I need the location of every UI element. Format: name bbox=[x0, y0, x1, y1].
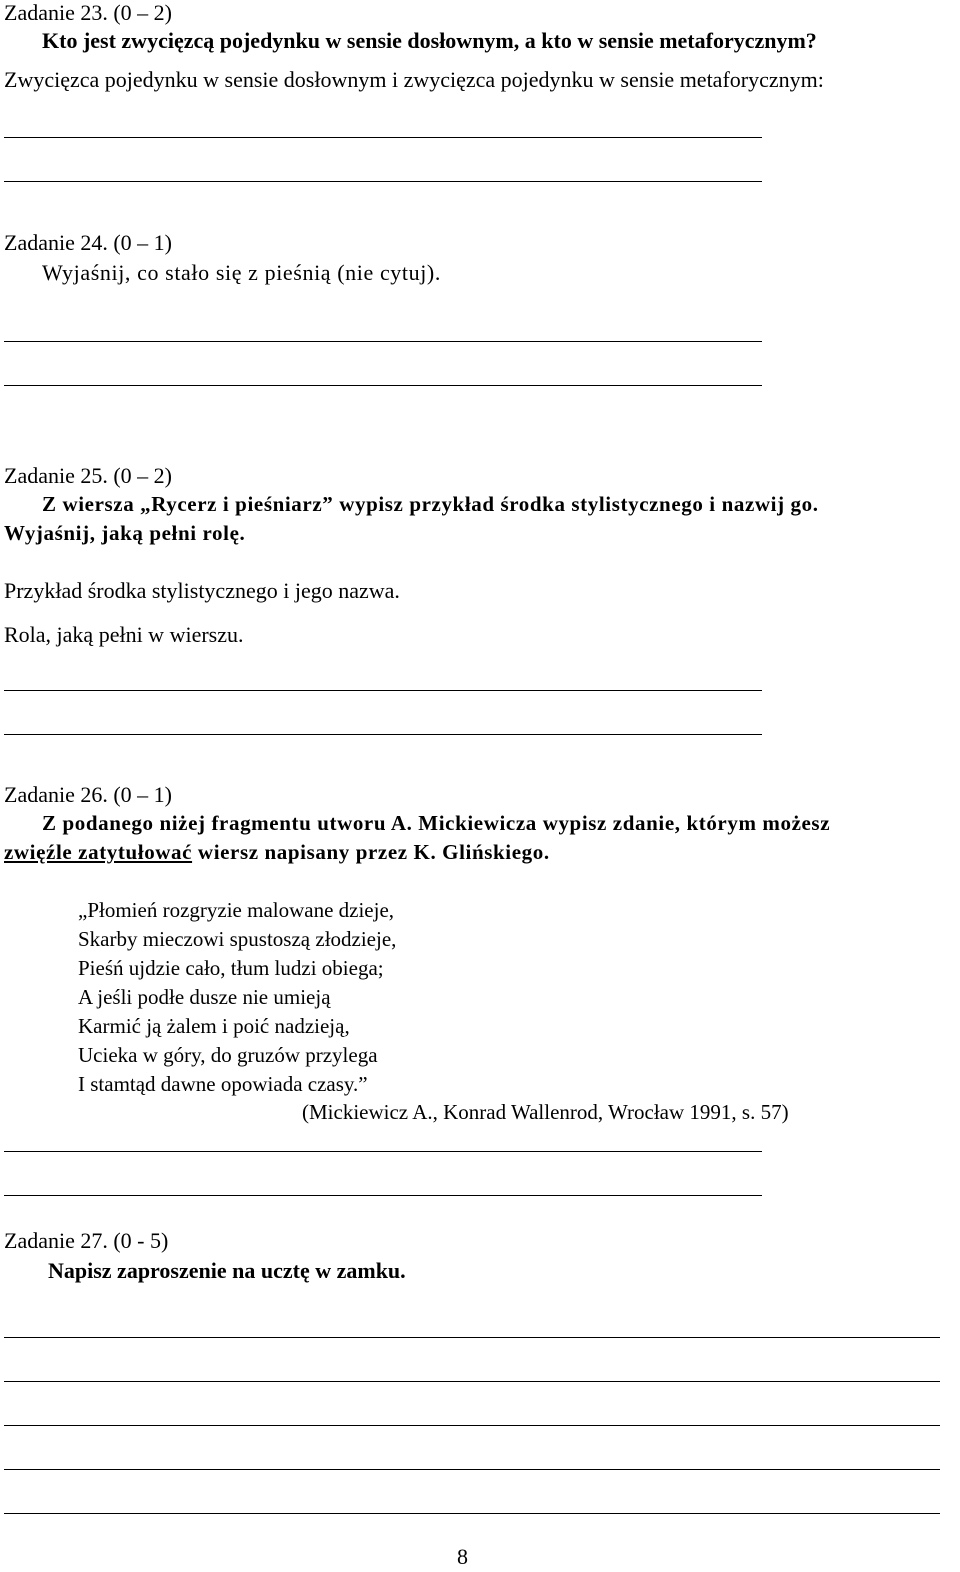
poem-line: „Płomień rozgryzie malowane dzieje, bbox=[78, 898, 395, 922]
task26-question-line1: Z podanego niżej fragmentu utworu A. Mickiewicza wypisz zdanie, którym możesz bbox=[42, 811, 831, 835]
task23-header: Zadanie 23. (0 – 2) bbox=[4, 0, 172, 25]
underlined-phrase: zwięźle zatytułować bbox=[4, 840, 193, 864]
task25-prompt2: Rola, jaką pełni w wierszu. bbox=[4, 622, 244, 647]
answer-line[interactable] bbox=[4, 1195, 762, 1196]
answer-line[interactable] bbox=[4, 385, 762, 386]
task27-header: Zadanie 27. (0 - 5) bbox=[4, 1228, 169, 1253]
task25-prompt1: Przykład środka stylistycznego i jego nazwa. bbox=[4, 578, 400, 603]
answer-line[interactable] bbox=[4, 341, 762, 342]
page-number: 8 bbox=[457, 1544, 468, 1569]
answer-line[interactable] bbox=[4, 1337, 940, 1338]
poem-line: Pieśń ujdzie cało, tłum ludzi obiega; bbox=[78, 956, 384, 980]
task26-header: Zadanie 26. (0 – 1) bbox=[4, 782, 172, 807]
task24-question: Wyjaśnij, co stało się z pieśnią (nie cytuj). bbox=[42, 260, 441, 285]
answer-line[interactable] bbox=[4, 137, 762, 138]
answer-line[interactable] bbox=[4, 1425, 940, 1426]
task25-header: Zadanie 25. (0 – 2) bbox=[4, 463, 172, 488]
poem-line: Ucieka w góry, do gruzów przylega bbox=[78, 1043, 378, 1067]
answer-line[interactable] bbox=[4, 734, 762, 735]
task24-header: Zadanie 24. (0 – 1) bbox=[4, 230, 172, 255]
task25-question-line2: Wyjaśnij, jaką pełni rolę. bbox=[4, 521, 246, 545]
answer-line[interactable] bbox=[4, 181, 762, 182]
task27-question: Napisz zaproszenie na ucztę w zamku. bbox=[48, 1258, 406, 1283]
answer-line[interactable] bbox=[4, 1469, 940, 1470]
answer-line[interactable] bbox=[4, 1151, 762, 1152]
poem-line: I stamtąd dawne opowiada czasy.” bbox=[78, 1072, 368, 1096]
answer-line[interactable] bbox=[4, 1513, 940, 1514]
poem-line: A jeśli podłe dusze nie umieją bbox=[78, 985, 331, 1009]
answer-line[interactable] bbox=[4, 1381, 940, 1382]
answer-line[interactable] bbox=[4, 690, 762, 691]
task23-question: Kto jest zwycięzcą pojedynku w sensie dosłownym, a kto w sensie metaforycznym? bbox=[42, 28, 817, 53]
poem-citation: (Mickiewicz A., Konrad Wallenrod, Wrocław 1991, s. 57) bbox=[302, 1100, 789, 1124]
poem-line: Skarby mieczowi spustoszą złodzieje, bbox=[78, 927, 397, 951]
question-rest: wiersz napisany przez K. Glińskiego. bbox=[192, 840, 550, 864]
task25-question-line1: Z wiersza „Rycerz i pieśniarz” wypisz przykład środka stylistycznego i nazwij go. bbox=[42, 492, 819, 516]
poem-line: Karmić ją żalem i poić nadzieją, bbox=[78, 1014, 350, 1038]
task26-question-line2 bbox=[4, 842, 550, 863]
task23-prompt: Zwycięzca pojedynku w sensie dosłownym i zwycięzca pojedynku w sensie metaforycznym: bbox=[4, 67, 824, 92]
